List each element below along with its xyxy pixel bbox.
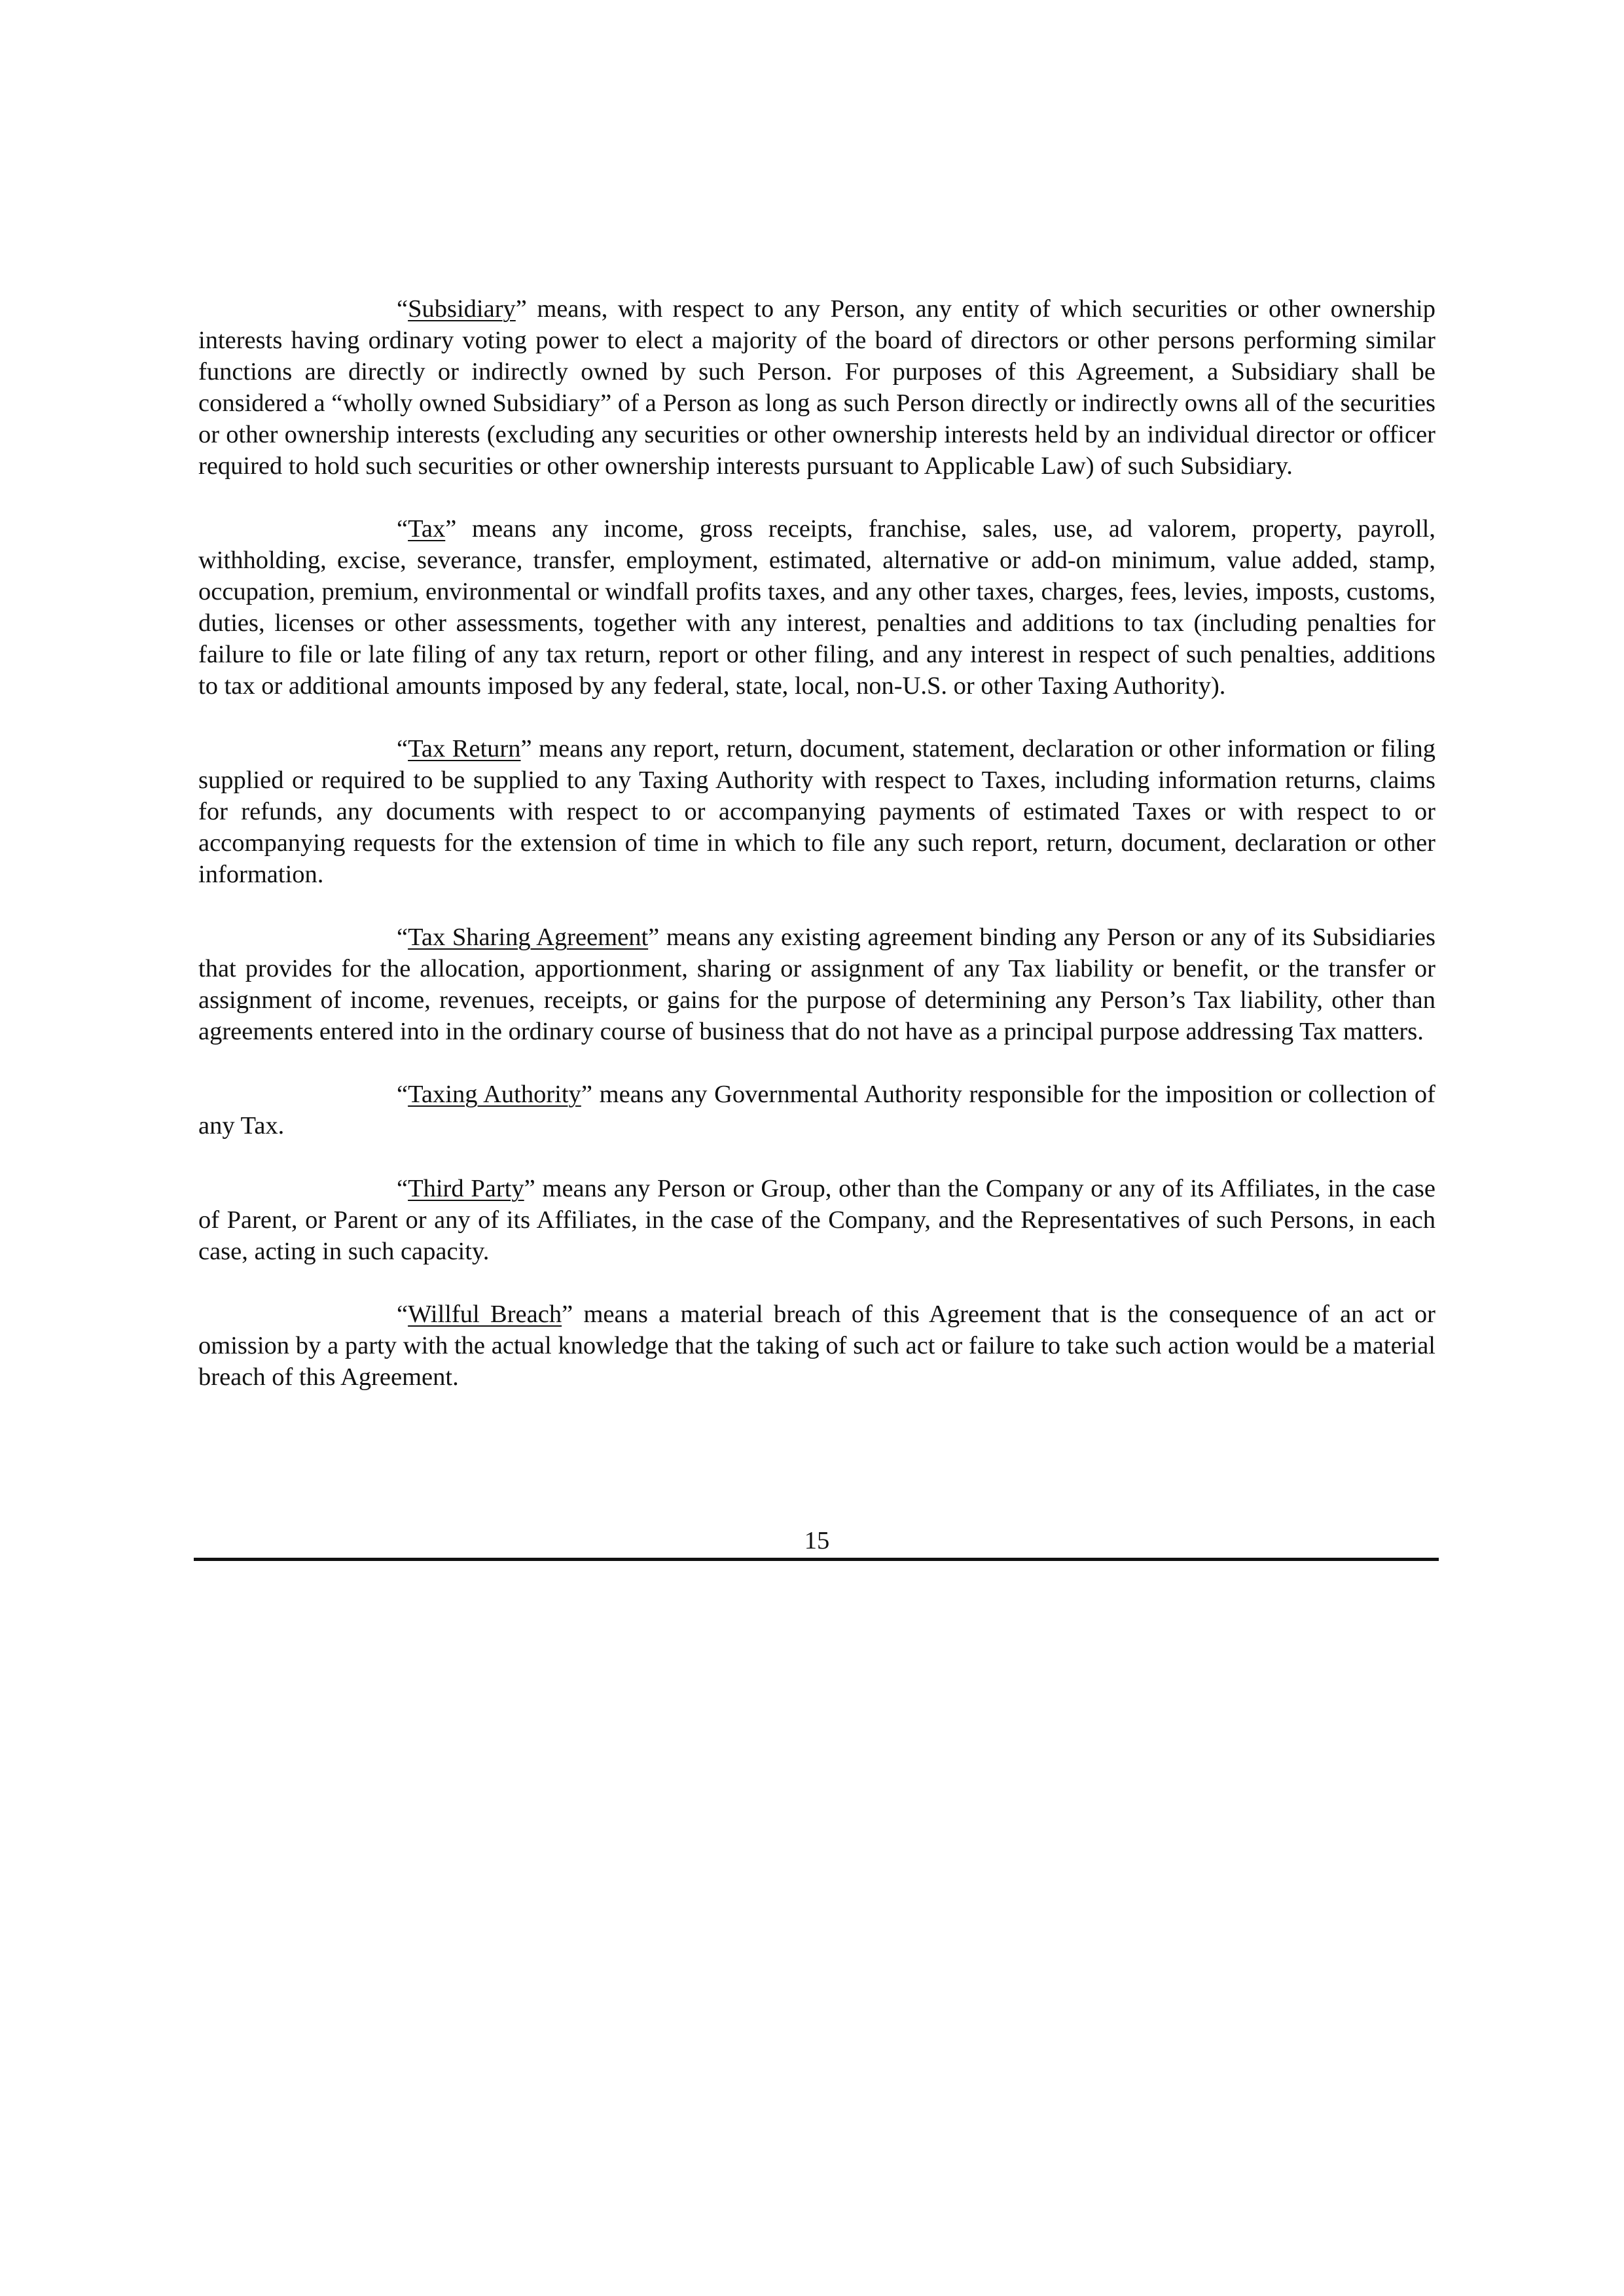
open-quote: “ — [397, 295, 408, 323]
definition-subsidiary — [198, 293, 1435, 482]
open-quote: “ — [397, 735, 408, 762]
open-quote: “ — [397, 1300, 408, 1328]
definition-text: ” means any income, gross receipts, franchise, sales, use, ad valorem, property, payroll, withholding, excise, severance, transfer, employment, estimated, alternative or add-on minimum, value added, stamp, occupation, premium, environmental or windfall profits taxes, and any other taxes, charges, fees, levies, imposts, customs, duties, licenses or other assessments, together with any interest, penalties and additions to tax (including penalties for failure to file or late filing of any tax return, report or other filing, and any interest in respect of such penalties, additions to tax or additional amounts imposed by any federal, state, local, non-U.S. or other Taxing Authority). — [198, 515, 1435, 700]
definition-taxing-authority — [198, 1079, 1435, 1141]
definition-text: ” means, with respect to any Person, any entity of which securities or other ownership interests having ordinary voting power to elect a majority of the board of directors or other persons performing similar functions are directly or indirectly owned by such Person. For purposes of this Agreement, a Subsidiary shall be considered a “wholly owned Subsidiary” of a Person as long as such Person directly or indirectly owns all of the securities or other ownership interests (excluding any securities or other ownership interests held by an individual director or officer required to hold such securities or other ownership interests pursuant to Applicable Law) of such Subsidiary. — [198, 295, 1435, 480]
definition-text: ” means a material breach of this Agreement that is the consequence of an act or omission by a party with the actual knowledge that the taking of such act or failure to take such action would be a material breach of this Agreement. — [198, 1300, 1435, 1391]
definition-tax-return — [198, 733, 1435, 890]
open-quote: “ — [397, 924, 408, 951]
defined-term: Willful Breach — [408, 1300, 562, 1328]
definition-text: ” means any Governmental Authority responsible for the imposition or collection of any Tax. — [198, 1081, 1435, 1139]
defined-term: Third Party — [408, 1175, 524, 1202]
definition-text: ” means any Person or Group, other than the Company or any of its Affiliates, in the case of Parent, or Parent or any of its Affiliates, in the case of the Company, and the Representatives of such Persons, in each case, acting in such capacity. — [198, 1175, 1435, 1265]
defined-term: Subsidiary — [408, 295, 516, 323]
defined-term: Tax — [408, 515, 446, 543]
definition-tax — [198, 513, 1435, 702]
definition-text: ” means any existing agreement binding any Person or any of its Subsidiaries that provides for the allocation, apportionment, sharing or assignment of any Tax liability or benefit, or the transfer or assignment of income, revenues, receipts, or gains for the purpose of determining any Person’s Tax liability, other than agreements entered into in the ordinary course of business that do not have as a principal purpose addressing Tax matters. — [198, 924, 1436, 1045]
footer-rule — [194, 1558, 1439, 1561]
definition-text: ” means any report, return, document, statement, declaration or other information or filing supplied or required to be supplied to any Taxing Authority with respect to Taxes, including information returns, claims for refunds, any documents with respect to or accompanying payments of estimated Taxes or with respect to or accompanying requests for the extension of time in which to file any such report, return, document, declaration or other information. — [198, 735, 1435, 888]
open-quote: “ — [397, 1175, 408, 1202]
defined-term: Tax Sharing Agreement — [408, 924, 649, 951]
page-number: 15 — [804, 1527, 830, 1554]
open-quote: “ — [397, 515, 408, 543]
definition-willful-breach — [198, 1299, 1435, 1393]
defined-term: Tax Return — [408, 735, 521, 762]
definition-tax-sharing-agreement — [198, 922, 1435, 1047]
defined-term: Taxing Authority — [408, 1081, 581, 1108]
document-body — [198, 293, 1435, 1424]
definition-third-party — [198, 1173, 1435, 1267]
open-quote: “ — [397, 1081, 408, 1108]
